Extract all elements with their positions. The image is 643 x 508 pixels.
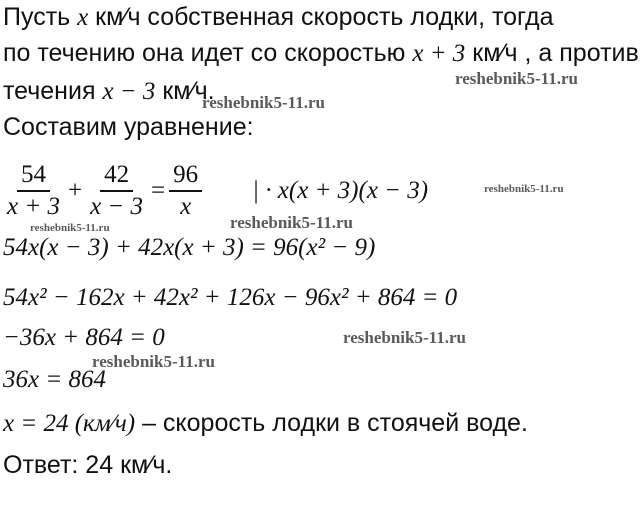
line-2 [3,38,639,69]
watermark: reshebnik5-11.ru [202,93,325,112]
watermark: reshebnik5-11.ru [343,328,466,347]
line-9: 36x = 864 [3,366,106,393]
line-8: −36x + 864 = 0 [3,324,165,351]
line-10 [3,408,528,439]
line-4-heading: Составим уравнение: [3,113,254,141]
line-1 [3,2,554,33]
fraction-3-denominator: x [180,193,192,220]
fraction-2-denominator: x − 3 [90,193,144,220]
fraction-2 [86,160,147,222]
watermark: reshebnik5-11.ru [92,352,215,371]
watermark: reshebnik5-11.ru [484,183,564,195]
line-10-answer: x = 24 (км⁄ч) [3,410,136,437]
plus-sign: + [67,177,83,204]
line-2-expression: x + 3 [412,40,466,67]
line-2-end: км⁄ч , а против [465,39,639,67]
line-1-end: км⁄ч собственная скорость лодки, тогда [88,3,554,31]
line-11-answer: Ответ: 24 км⁄ч. [3,451,173,479]
line-2-start: по течению она идет со скоростью [3,39,413,67]
line-3 [3,76,215,107]
line-6: 54x(x − 3) + 42x(x + 3) = 96(x² − 9) [3,234,376,261]
fraction-2-numerator: 42 [100,160,133,192]
watermark: reshebnik5-11.ru [230,213,353,232]
fraction-3 [169,160,202,222]
fraction-1-numerator: 54 [17,160,50,192]
line-10-description: – скорость лодки в стоячей воде. [135,409,528,437]
variable-x: x [77,4,89,31]
line-1-start: Пусть [3,3,78,31]
line-3-end: км⁄ч. [155,77,215,105]
line-3-start: течения [3,77,103,105]
equals-sign: = [151,177,166,204]
watermark: reshebnik5-11.ru [455,69,578,88]
watermark: reshebnik5-11.ru [30,222,110,234]
line-7: 54x² − 162x + 42x² + 126x − 96x² + 864 = 0 [3,284,458,311]
fraction-1-denominator: x + 3 [7,193,60,220]
multiplier-note: | · x(x + 3)(x − 3) [252,177,429,204]
fraction-1 [3,160,64,222]
line-3-expression: x − 3 [102,78,156,105]
fraction-equation [3,160,428,222]
fraction-3-numerator: 96 [169,160,202,192]
